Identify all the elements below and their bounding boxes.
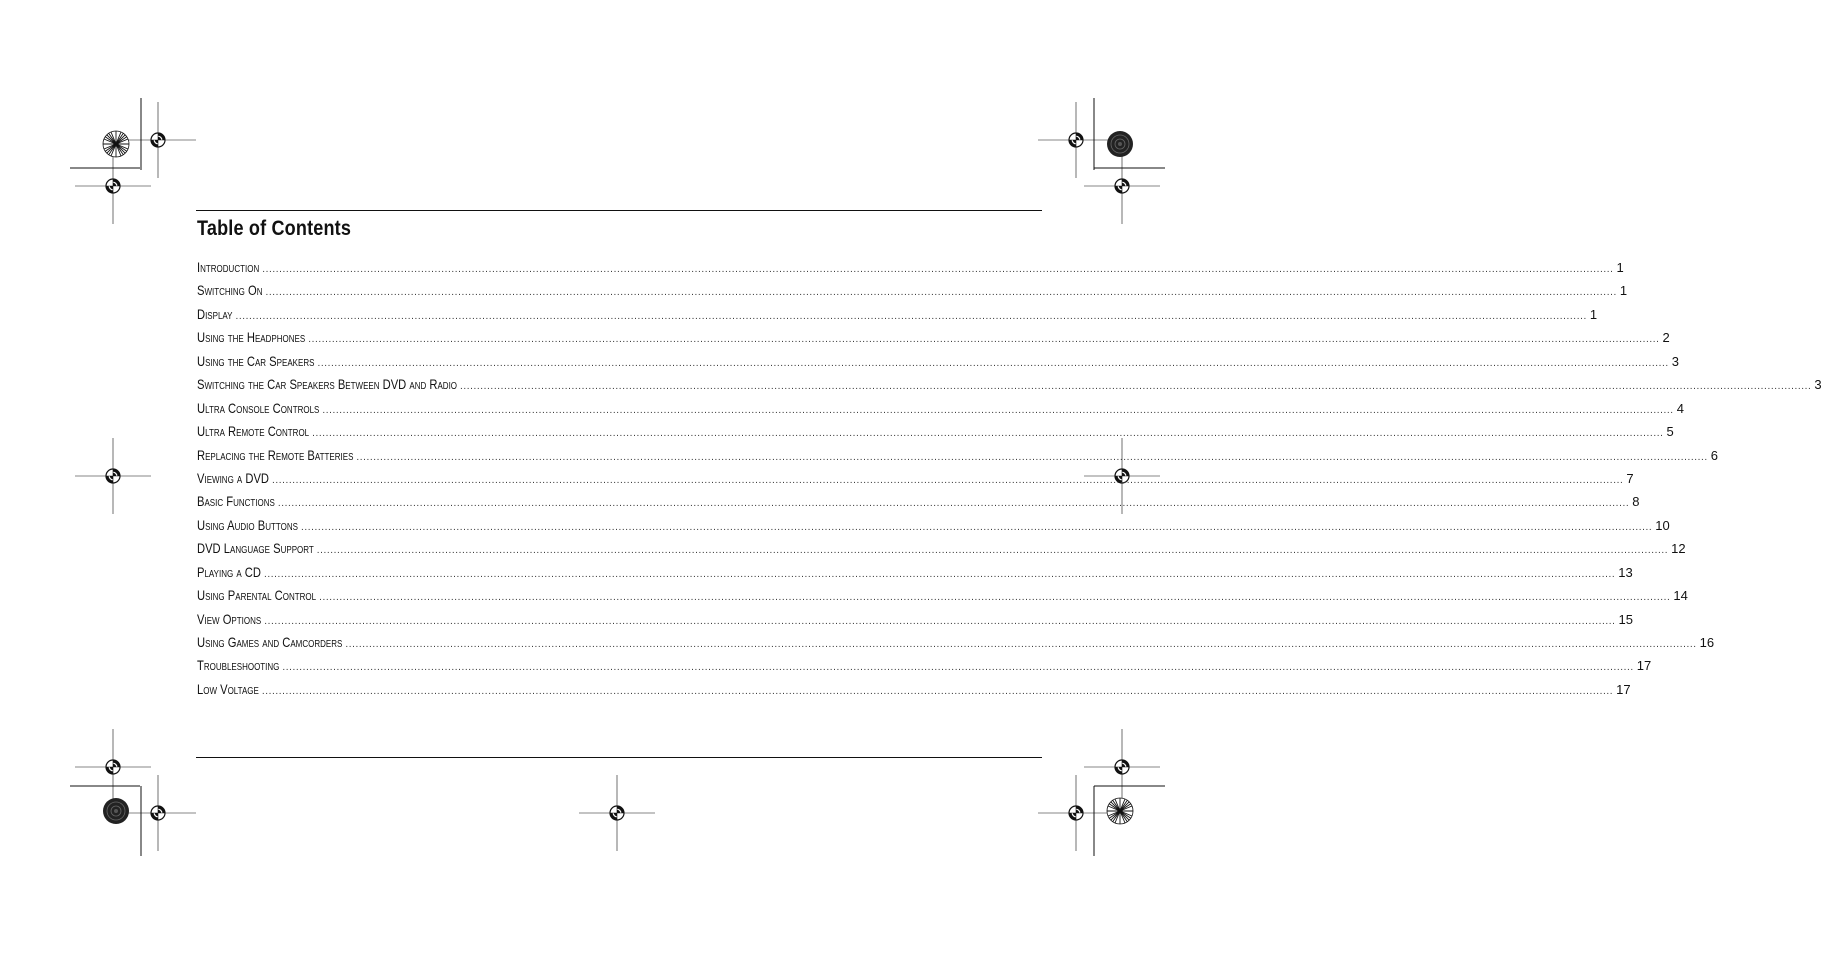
toc-entry xyxy=(197,634,1715,657)
toc-page-number: 1 xyxy=(1619,283,1628,299)
dot-leader: ................................................................................................................................................................................................................................................................................................................................................................................................................ xyxy=(261,685,1614,697)
toc-entry-label: Switching On xyxy=(197,282,263,299)
registration-target-icon xyxy=(75,148,151,224)
dot-leader: ................................................................................................................................................................................................................................................................................................................................................................................................................ xyxy=(265,287,1617,299)
toc-entry-label: DVD Language Support xyxy=(197,540,314,557)
toc-entry-label: Basic Functions xyxy=(197,493,275,510)
toc-entry xyxy=(197,540,1686,563)
toc-entry xyxy=(197,329,1670,352)
toc-entry-label: View Options xyxy=(197,610,262,627)
toc-page-number: 3 xyxy=(1814,377,1822,393)
star-target-icon xyxy=(1107,798,1133,824)
dot-leader: ................................................................................................................................................................................................................................................................................................................................................................................................................ xyxy=(317,357,1669,369)
toc-page-number: 17 xyxy=(1616,681,1631,697)
star-target-icon xyxy=(103,131,129,157)
registration-target-icon xyxy=(75,729,151,805)
dot-leader: ................................................................................................................................................................................................................................................................................................................................................................................................................ xyxy=(282,662,1634,674)
toc-page-number: 10 xyxy=(1655,517,1670,533)
toc-entry xyxy=(197,259,1624,282)
dot-leader: ................................................................................................................................................................................................................................................................................................................................................................................................................ xyxy=(262,264,1614,275)
table-of-contents xyxy=(197,259,1822,704)
toc-entry-label: Ultra Remote Control xyxy=(197,423,310,440)
toc-page-number: 5 xyxy=(1666,424,1674,440)
solid-target-icon xyxy=(103,798,129,824)
registration-target-icon xyxy=(120,102,196,178)
toc-entry xyxy=(197,563,1633,587)
toc-entry-label: Using the Car Speakers xyxy=(197,352,315,369)
solid-target-icon xyxy=(1107,131,1133,157)
toc-entry-label: Using the Headphones xyxy=(197,329,306,346)
toc-entry-label: Viewing a DVD xyxy=(197,469,270,486)
toc-entry xyxy=(197,399,1684,423)
toc-entry-label: Replacing the Remote Batteries xyxy=(197,446,354,463)
dot-leader: ................................................................................................................................................................................................................................................................................................................................................................................................................ xyxy=(319,592,1671,604)
toc-entry xyxy=(197,587,1688,610)
toc-entry-label: Playing a CD xyxy=(197,563,261,580)
toc-entry xyxy=(197,352,1679,376)
toc-entry-label: Switching the Car Speakers Between DVD and Radio xyxy=(197,376,458,393)
toc-page-number: 1 xyxy=(1616,260,1624,275)
toc-entry-label: Introduction xyxy=(197,259,260,275)
dot-leader: ................................................................................................................................................................................................................................................................................................................................................................................................................ xyxy=(277,498,1630,510)
toc-entry-label: Using Games and Camcorders xyxy=(197,634,343,650)
registration-target-icon xyxy=(75,438,151,514)
dot-leader: ................................................................................................................................................................................................................................................................................................................................................................................................................ xyxy=(312,428,1664,440)
page-title: Table of Contents xyxy=(197,217,352,240)
toc-page-number: 7 xyxy=(1626,470,1634,486)
toc-entry xyxy=(197,423,1674,446)
dot-leader: ................................................................................................................................................................................................................................................................................................................................................................................................................ xyxy=(356,451,1708,463)
registration-target-icon xyxy=(1084,729,1160,805)
toc-entry-label: Display xyxy=(197,305,233,322)
dot-leader: ................................................................................................................................................................................................................................................................................................................................................................................................................ xyxy=(345,639,1697,650)
bottom-rule xyxy=(196,757,1042,758)
toc-entry-label: Ultra Console Controls xyxy=(197,399,320,416)
toc-entry xyxy=(197,680,1631,704)
registration-target-icon xyxy=(579,775,655,851)
top-rule xyxy=(196,210,1042,211)
toc-entry-label: Low Voltage xyxy=(197,680,259,697)
dot-leader: ................................................................................................................................................................................................................................................................................................................................................................................................................ xyxy=(460,381,1812,393)
toc-page-number: 13 xyxy=(1618,564,1633,580)
toc-entry xyxy=(197,469,1634,493)
toc-page-number: 2 xyxy=(1662,330,1670,346)
toc-page-number: 12 xyxy=(1671,541,1686,557)
toc-page-number: 8 xyxy=(1632,494,1640,510)
toc-page-number: 1 xyxy=(1589,306,1598,322)
dot-leader: ................................................................................................................................................................................................................................................................................................................................................................................................................ xyxy=(322,404,1674,416)
toc-entry xyxy=(197,305,1598,329)
toc-entry xyxy=(197,610,1633,634)
toc-page-number: 16 xyxy=(1699,635,1715,650)
dot-leader: ................................................................................................................................................................................................................................................................................................................................................................................................................ xyxy=(235,310,1587,322)
toc-entry xyxy=(197,282,1628,305)
toc-entry xyxy=(197,376,1822,399)
toc-entry xyxy=(197,657,1652,680)
dot-leader: ................................................................................................................................................................................................................................................................................................................................................................................................................ xyxy=(316,545,1669,557)
dot-leader: ................................................................................................................................................................................................................................................................................................................................................................................................................ xyxy=(308,334,1660,346)
toc-entry-label: Using Parental Control xyxy=(197,587,317,604)
toc-page-number: 14 xyxy=(1673,588,1688,604)
dot-leader: ................................................................................................................................................................................................................................................................................................................................................................................................................ xyxy=(300,521,1653,533)
toc-page-number: 17 xyxy=(1636,658,1652,674)
registration-target-icon xyxy=(1084,148,1160,224)
registration-target-icon xyxy=(1038,102,1114,178)
toc-page-number: 15 xyxy=(1618,611,1633,627)
toc-entry xyxy=(197,516,1670,540)
toc-entry xyxy=(197,493,1640,516)
dot-leader: ................................................................................................................................................................................................................................................................................................................................................................................................................ xyxy=(263,568,1616,580)
dot-leader: ................................................................................................................................................................................................................................................................................................................................................................................................................ xyxy=(272,474,1624,486)
toc-page-number: 3 xyxy=(1671,353,1679,369)
toc-entry-label: Troubleshooting xyxy=(197,657,280,674)
toc-entry-label: Using Audio Buttons xyxy=(197,516,298,533)
dot-leader: ................................................................................................................................................................................................................................................................................................................................................................................................................ xyxy=(264,615,1616,627)
toc-entry xyxy=(197,446,1718,470)
toc-page-number: 4 xyxy=(1676,400,1684,416)
toc-page-number: 6 xyxy=(1710,447,1718,463)
